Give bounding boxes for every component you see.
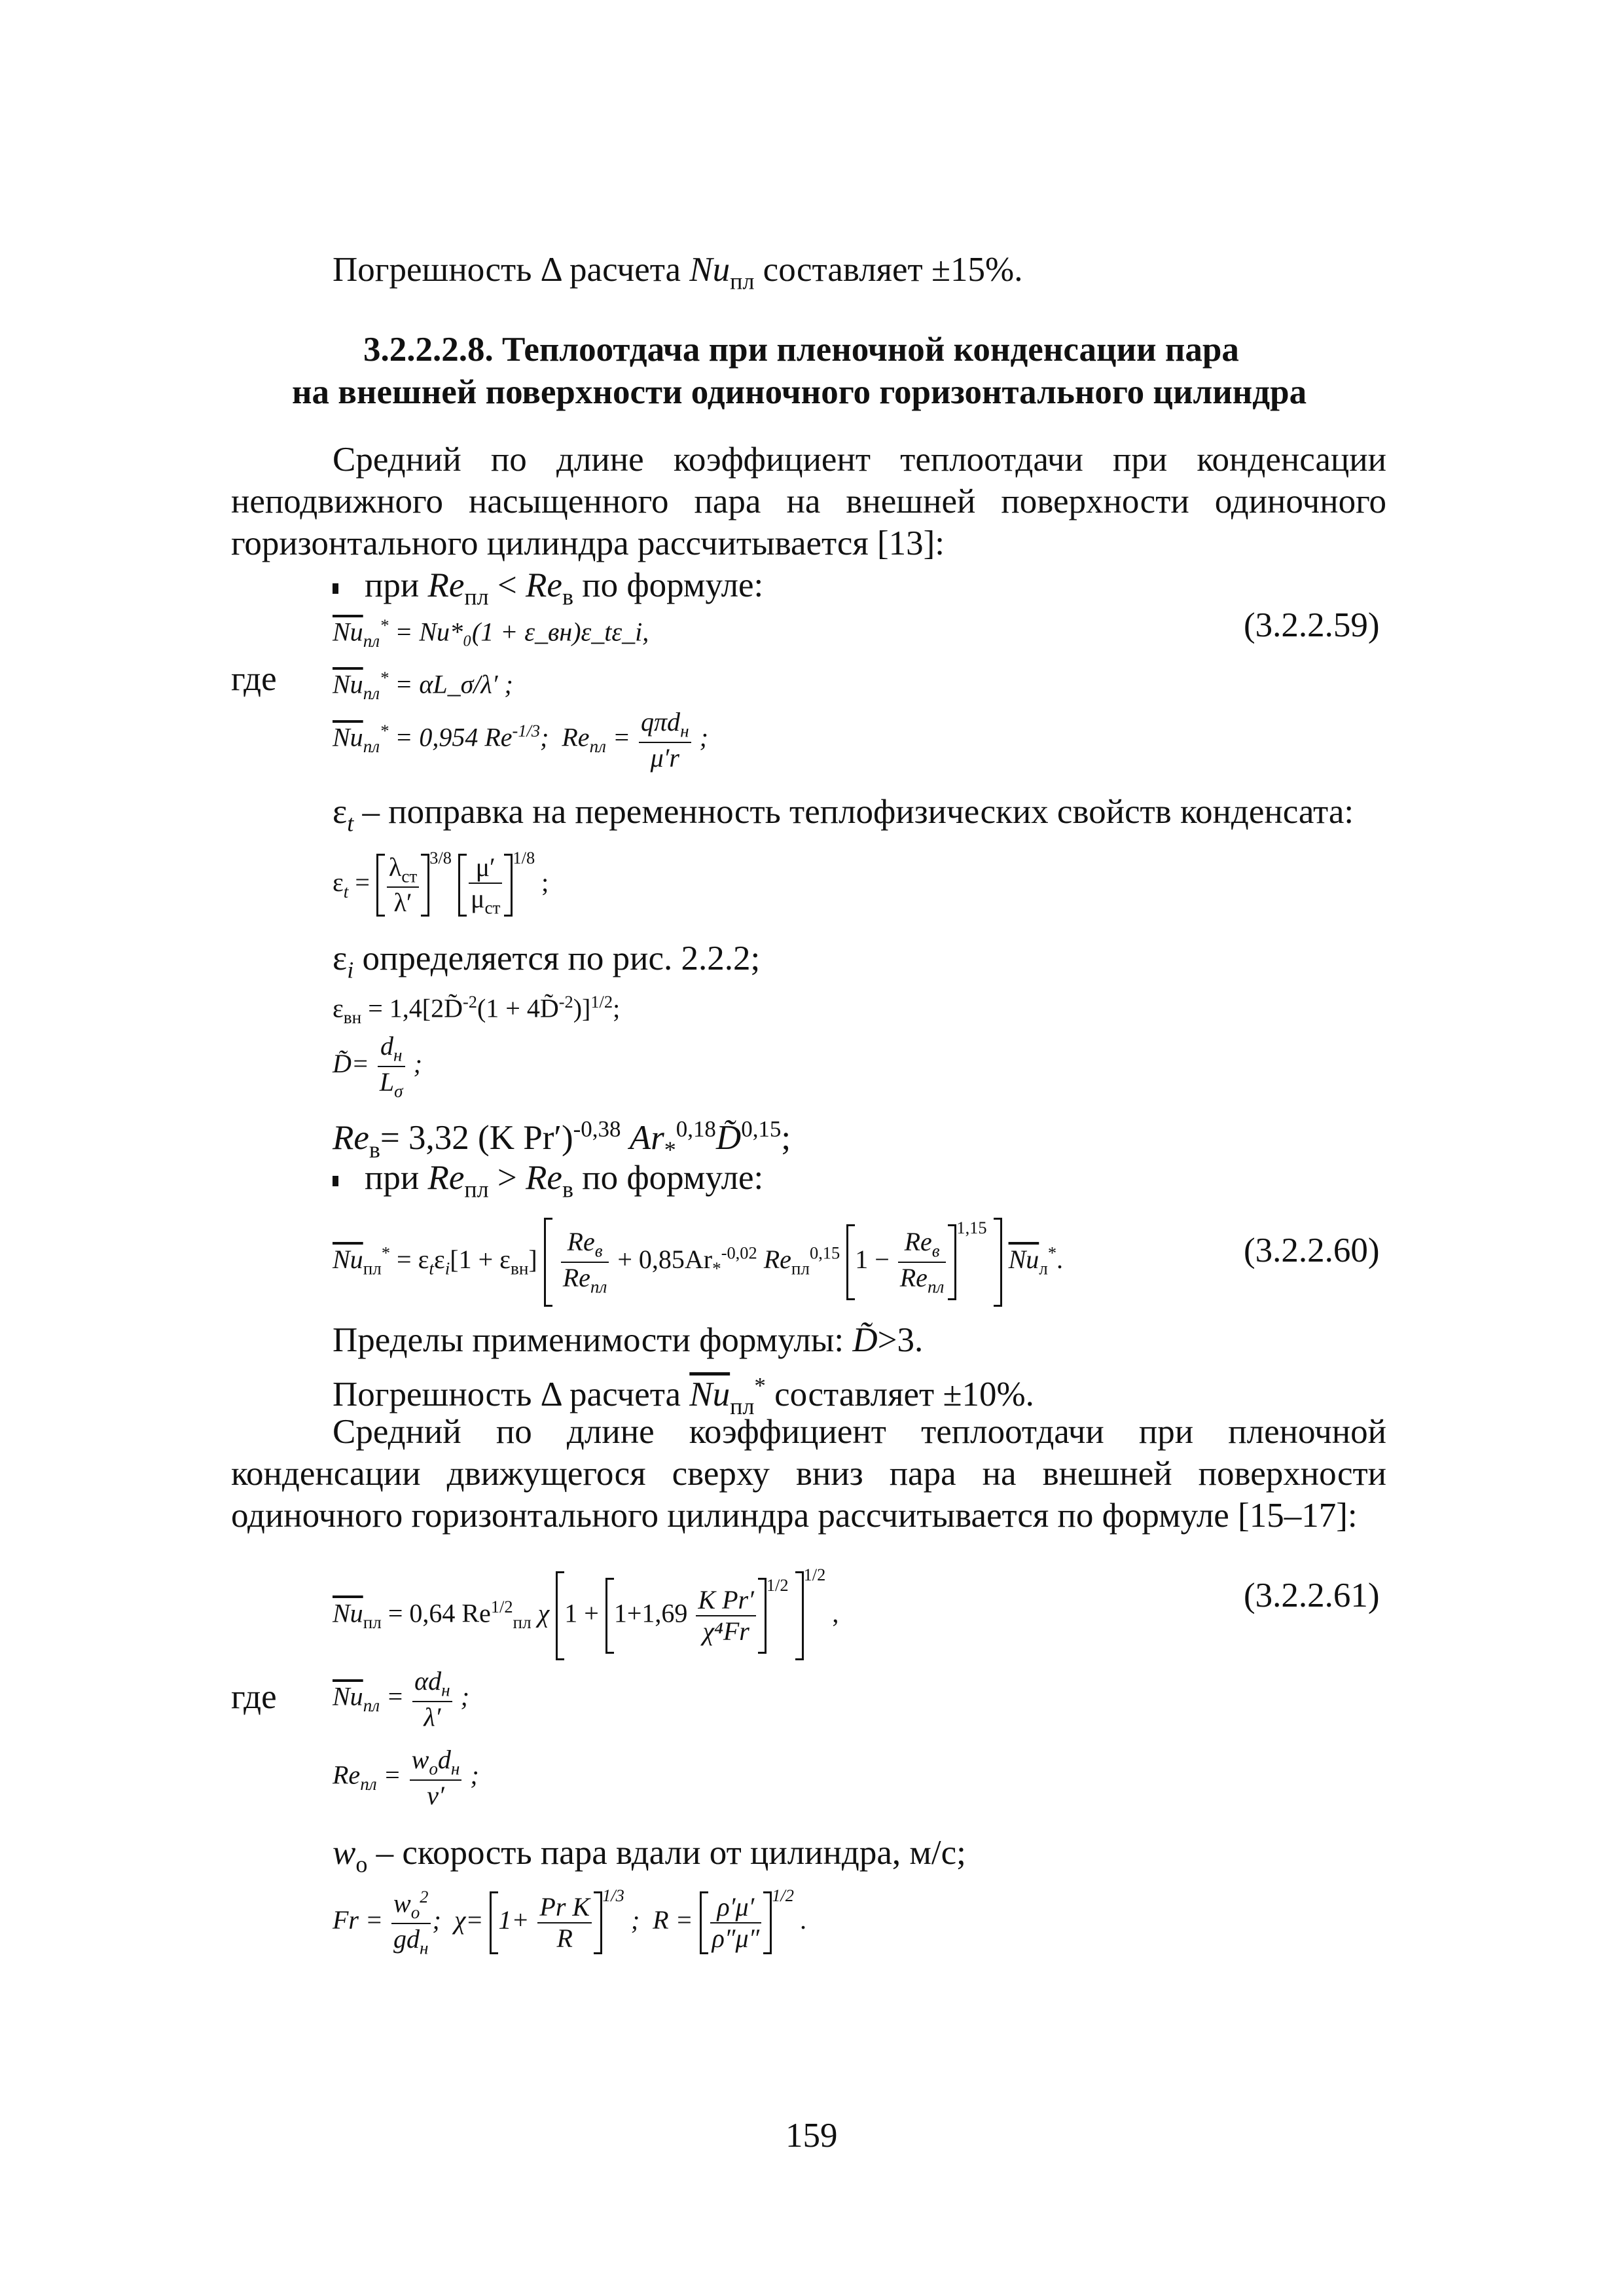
def-re2-num-b: d xyxy=(437,1745,451,1774)
eq61-formula xyxy=(333,1558,839,1660)
eq61-inner-b: 1+1,69 xyxy=(613,1598,688,1628)
def-re-lhs-sub: пл xyxy=(589,737,607,757)
eps-vn-pow-out: 1/2 xyxy=(590,992,613,1011)
chi-a: 1+ xyxy=(498,1905,530,1935)
case1-re-pl-sub: пл xyxy=(464,583,489,610)
fr-num-sup: 2 xyxy=(420,1886,429,1906)
def-re-lhs: Re xyxy=(562,722,590,752)
eq61-number: (3.2.2.61) xyxy=(1244,1576,1380,1614)
limits-text: Пределы применимости формулы: xyxy=(333,1321,853,1359)
eps-vn-pow1: -2 xyxy=(462,992,477,1011)
def-nu-star: $\overline{Nu}_{пл}^*$ = αL_σ/λ′ ; xyxy=(333,668,513,704)
limits-cond: >3. xyxy=(877,1321,924,1359)
eq61-lhs-sub: пл xyxy=(363,1612,382,1632)
eq60-lhs: $\overline{Nu}$ xyxy=(333,1244,363,1274)
error-prefix: Погрешность Δ расчета xyxy=(333,1376,690,1414)
eq60-f1-num-sub: в xyxy=(594,1241,603,1261)
def-nu-lhs: $\overline{Nu}$ xyxy=(333,1681,363,1711)
chi-pow: 1/3 xyxy=(602,1886,624,1905)
eps-t-f1-den: λ′ xyxy=(393,888,412,918)
eq60-re2-sub: пл xyxy=(791,1258,810,1279)
eq61-rhs-sup: 1/2 xyxy=(490,1596,513,1616)
eq61-end: , xyxy=(832,1598,839,1628)
re-v-ar: Ar xyxy=(629,1119,664,1157)
w0-line xyxy=(333,1832,966,1886)
w0-text: – скорость пара вдали от цилиндра, м/с; xyxy=(367,1834,966,1872)
case2-re-v: Re xyxy=(526,1159,562,1197)
right-bracket xyxy=(763,1891,772,1954)
eps-t-f1-num-sub: ст xyxy=(401,866,418,886)
eps-i-line xyxy=(333,938,760,991)
eps-t-formula: $\varepsilon_t$ = $\frac{\lambda_{ст}}{\lambda'}$ $^{3/8}$ $\frac{\mu'}{\mu_{ст}}$ $^{1/8}$ ; xyxy=(333,848,549,918)
re-v-p3: 0,15 xyxy=(741,1116,782,1142)
bullet-icon xyxy=(333,583,338,594)
eps-t-f1-num: λ xyxy=(388,852,402,882)
eq60-tail-sub: л xyxy=(1039,1258,1048,1279)
eps-vn-rhs: = 1,4[2D̃ xyxy=(368,993,463,1023)
eq60-rhs-c-sub: вн xyxy=(510,1258,529,1279)
def-re-num-sub: н xyxy=(680,721,689,741)
eps-t-frac2 xyxy=(469,852,502,919)
def-nu-re: $\overline{Nu}_{пл}^* = 0,954$ $Re^{-1/3}$; $Re_{пл}$ = $\frac{q\pi d_н}{\mu'r}$ ; xyxy=(333,707,708,773)
r-den: ρ″μ″ xyxy=(712,1923,760,1954)
d-end: ; xyxy=(413,1048,422,1078)
eq60-re2: Re xyxy=(763,1244,791,1274)
eq60-lhs-sub: пл xyxy=(363,1258,382,1279)
intro-prefix: Погрешность Δ расчета xyxy=(333,251,690,289)
left-bracket xyxy=(544,1218,552,1307)
eps-i-text: определяется по рис. 2.2.2; xyxy=(353,939,761,977)
sep2: ; xyxy=(630,1905,640,1935)
left-bracket xyxy=(490,1891,498,1954)
eq60-f2-num-sub: в xyxy=(931,1241,940,1261)
eq60-rhs-c-end: ] xyxy=(528,1244,537,1274)
intro-var-sub: пл xyxy=(730,268,755,295)
error-line: Погрешность Δ расчета $\overline{Nu}_{пл}^*$ составляет ±10%. xyxy=(333,1373,1034,1419)
where-label: где xyxy=(231,660,277,698)
def-nu-lhs-sub: пл xyxy=(363,1696,380,1716)
re-v-lhs: Re xyxy=(333,1119,369,1157)
re-v-p1: -0,38 xyxy=(573,1116,621,1142)
right-bracket xyxy=(948,1224,956,1300)
left-bracket xyxy=(376,854,385,917)
error-var: $\overline{Nu}$ xyxy=(689,1376,731,1414)
left-bracket xyxy=(700,1891,708,1954)
case2-re-pl-sub: пл xyxy=(464,1176,489,1203)
eq61-fraction xyxy=(696,1585,755,1647)
eps-t-p1: 3/8 xyxy=(429,848,452,867)
def-re2-num-sub: о xyxy=(429,1758,438,1779)
def-re-fraction xyxy=(639,707,691,773)
paragraph-2: Средний по длине коэффициент теплоотдачи при пленочной конденсации движущегося сверху вниз пара на внешней поверхности одиночного горизонтального цилиндра рассчитывается по формуле [15–17]: xyxy=(231,1413,1386,1535)
case1-re-v: Re xyxy=(526,566,562,604)
def-nu-re-a-sup: -1/3 xyxy=(512,721,541,741)
where2-label: где xyxy=(231,1678,277,1716)
eps-t-end: ; xyxy=(541,867,549,898)
eps-i-sym-sub: i xyxy=(347,957,354,983)
eps-t-sym: ε xyxy=(333,793,348,831)
eps-vn-formula xyxy=(333,985,620,1034)
def-re2-lhs-sub: пл xyxy=(360,1774,377,1795)
case2-op: > xyxy=(488,1159,526,1197)
eq60-end: . xyxy=(1056,1244,1064,1274)
case1-suffix: по формуле: xyxy=(573,566,764,604)
fr-lhs: Fr = xyxy=(333,1905,383,1935)
right-bracket xyxy=(994,1218,1002,1307)
case1-prefix: при xyxy=(365,566,428,604)
section-title-line2: на внешней поверхности одиночного горизонтального цилиндра xyxy=(292,373,1307,411)
intro-var: Nu xyxy=(689,251,731,289)
error-var-sub: пл xyxy=(730,1393,755,1419)
eps-t-text: – поправка на переменность теплофизических свойств конденсата: xyxy=(353,793,1354,831)
eq60-formula: $\overline{Nu}_{пл}^* = \varepsilon_t\varepsilon_i[1 + \varepsilon_{вн}]$ $\frac{Re_в}{Re_{пл}}$ + $0,85Ar_*^{-0,02}$ $Re_{пл}^{0,15}$ 1 − $\frac{Re_в}{Re_{пл}}$ $^{1,15}$ $\overline{Nu}_л^*$. xyxy=(333,1211,1063,1307)
def-nu-re-a-end: ; xyxy=(540,722,549,752)
d-lhs: D̃= xyxy=(333,1048,369,1078)
left-bracket xyxy=(458,854,467,917)
fr-fraction xyxy=(391,1887,431,1959)
left-bracket xyxy=(605,1578,614,1654)
case2-line xyxy=(333,1157,763,1211)
def-re-num: qπd xyxy=(641,707,681,737)
left-bracket xyxy=(846,1224,855,1300)
eq61-num: K Pr′ xyxy=(696,1585,755,1616)
last-formula xyxy=(333,1879,807,1959)
r-pow: 1/2 xyxy=(772,1886,794,1905)
fr-den: gd xyxy=(393,1924,420,1954)
def-nu: $\overline{Nu}_{пл}$ = $\frac{\alpha d_н}{\lambda'}$ ; xyxy=(333,1666,469,1732)
eps-i-sym: ε xyxy=(333,939,348,977)
chi-den: R xyxy=(556,1923,573,1954)
eq60-mid-sub: * xyxy=(712,1258,721,1279)
def-nu-star-rhs: = αL_σ/λ′ ; xyxy=(395,669,513,699)
d-num: d xyxy=(380,1031,393,1061)
eq60-frac1 xyxy=(561,1227,609,1298)
eps-t-lhs-sub: t xyxy=(343,881,349,902)
eps-t-p2: 1/8 xyxy=(513,848,535,867)
eq60-inner-pow: 1,15 xyxy=(956,1218,987,1237)
eq60-mid: + 0,85Ar xyxy=(617,1244,713,1274)
eps-t-line xyxy=(333,791,1354,845)
eps-t-f2-num: μ′ xyxy=(469,852,502,884)
case1-re-v-sub: в xyxy=(562,583,573,610)
eq59-formula: $\overline{Nu}_{пл}^* = Nu*_0(1$ + ε_вн)ε_tε_i, xyxy=(333,615,649,651)
eq61-inner-a: 1 + xyxy=(564,1598,599,1628)
eq60-f2-num: Re xyxy=(904,1226,932,1256)
eq60-frac2 xyxy=(898,1227,947,1298)
def-nu-re-a: = 0,954 Re xyxy=(395,722,513,752)
def-nu-den: λ′ xyxy=(424,1702,441,1732)
eps-t-f2-den: μ xyxy=(471,883,485,913)
right-bracket xyxy=(795,1571,804,1660)
last-end: . xyxy=(800,1905,807,1935)
eq60-rhs-a-sub: t xyxy=(429,1258,434,1279)
eps-t-lhs: ε xyxy=(333,867,344,898)
eps-t-sym-sub: t xyxy=(347,810,354,837)
eps-t-f2-den-sub: ст xyxy=(484,898,501,918)
eq60-rhs-b: ε xyxy=(433,1244,445,1274)
chi-fraction xyxy=(537,1892,592,1954)
eq60-re2-sup: 0,15 xyxy=(810,1243,840,1263)
eq60-f2-den-sub: пл xyxy=(927,1277,945,1297)
right-bracket xyxy=(758,1578,767,1654)
re-v-end: ; xyxy=(781,1119,791,1157)
right-bracket xyxy=(504,854,513,917)
def-re-end: ; xyxy=(699,722,708,752)
right-bracket xyxy=(594,1891,602,1954)
eq61-den: χ⁴Fr xyxy=(702,1616,749,1647)
re-v-p2: 0,18 xyxy=(676,1116,716,1142)
def-nu-end: ; xyxy=(460,1681,469,1711)
eq61-p-out: 1/2 xyxy=(803,1565,826,1584)
sep1: ; xyxy=(432,1905,441,1935)
right-bracket xyxy=(421,854,429,917)
d-den-sub: σ xyxy=(394,1081,403,1101)
def-nu-fraction xyxy=(412,1666,452,1732)
d-formula xyxy=(333,1031,422,1102)
d-den: L xyxy=(379,1066,395,1097)
eps-t-frac1 xyxy=(387,852,419,919)
def-re2-num: w xyxy=(411,1745,429,1774)
eps-vn-rhs2: (1 + 4D̃ xyxy=(477,993,559,1023)
paragraph-1: Средний по длине коэффициент теплоотдачи при конденсации неподвижного насыщенного пара на внешней поверхности одиночного горизонтального цилиндра рассчитывается [13]: xyxy=(231,441,1386,562)
w0-sym-sub: о xyxy=(355,1851,368,1878)
eq59-number: (3.2.2.59) xyxy=(1244,606,1380,644)
fr-num: w xyxy=(393,1888,411,1918)
eq60-tail: $\overline{Nu}$ xyxy=(1008,1244,1039,1274)
page-number: 159 xyxy=(785,2117,838,2155)
eps-vn-pow2: -2 xyxy=(558,992,573,1011)
eq60-number: (3.2.2.60) xyxy=(1244,1231,1380,1269)
def-re2-den: ν′ xyxy=(427,1780,444,1810)
eq59-rhs: = Nu*₀(1 + ε_вн)ε_tε_i, xyxy=(395,617,649,647)
case2-prefix: при xyxy=(365,1159,428,1197)
def-re2-lhs: Re xyxy=(333,1760,361,1790)
def-nu-num-sub: н xyxy=(441,1680,450,1700)
eq60-rhs-a: = ε xyxy=(397,1244,429,1274)
re-v-rhs: = 3,32 (K Pr′) xyxy=(380,1119,573,1157)
case1-re-pl: Re xyxy=(427,566,465,604)
eps-vn-rhs3: )] xyxy=(573,993,591,1023)
def-re-den: μ′r xyxy=(650,742,679,773)
d-fraction xyxy=(378,1031,405,1102)
eq60-rhs-c: [1 + ε xyxy=(450,1244,511,1274)
eq61-rhs: = 0,64 Re xyxy=(388,1598,491,1628)
eq60-f1-den-sub: пл xyxy=(590,1277,607,1297)
fr-num-sub: о xyxy=(410,1903,420,1923)
case1-op: < xyxy=(488,566,526,604)
eq60-f2-den: Re xyxy=(899,1262,928,1292)
eq60-mid-sup: -0,02 xyxy=(721,1243,757,1263)
eq61-chi: χ xyxy=(537,1598,550,1628)
eq61-rhs-sub: пл xyxy=(513,1612,532,1632)
def-re: $Re_{пл}$ = $\frac{w_оd_н}{\nu'}$ ; xyxy=(333,1745,479,1810)
chi-lhs: χ= xyxy=(454,1905,484,1935)
w0-sym: w xyxy=(333,1834,356,1872)
section-title-line1: 3.2.2.2.8. Теплоотдача при пленочной конденсации пара xyxy=(363,331,1239,369)
eq61-p-in: 1/2 xyxy=(766,1575,789,1595)
re-v-d: D̃ xyxy=(715,1119,742,1157)
eq60-f1-num: Re xyxy=(567,1226,595,1256)
eq60-rhs-b-sub: i xyxy=(444,1258,450,1279)
case2-re-v-sub: в xyxy=(562,1176,573,1203)
eq60-f1-den: Re xyxy=(562,1262,590,1292)
d-num-sub: н xyxy=(393,1045,403,1065)
eps-vn-lhs: ε xyxy=(333,993,344,1023)
r-num: ρ′μ′ xyxy=(710,1892,762,1923)
eps-vn-end: ; xyxy=(613,993,621,1023)
def-re2-num-b-sub: н xyxy=(450,1758,460,1779)
re-v-lhs-sub: в xyxy=(369,1136,380,1163)
r-fraction xyxy=(710,1892,762,1954)
eps-vn-lhs-sub: вн xyxy=(343,1008,362,1028)
re-v-ar-sub: * xyxy=(664,1136,676,1163)
limits-d: D̃ xyxy=(852,1321,878,1359)
case2-re-pl: Re xyxy=(427,1159,465,1197)
fr-den-sub: н xyxy=(420,1938,429,1958)
def-re2-end: ; xyxy=(470,1760,479,1790)
def-re2-fraction xyxy=(410,1745,462,1811)
r-lhs: R = xyxy=(653,1905,693,1935)
case2-suffix: по формуле: xyxy=(573,1159,764,1197)
eq61-lhs: $\overline{Nu}$ xyxy=(333,1598,363,1628)
chi-num: Pr K xyxy=(537,1892,592,1923)
def-nu-num: αd xyxy=(414,1666,442,1696)
intro-line xyxy=(333,249,1022,302)
left-bracket xyxy=(556,1571,564,1660)
limits-line xyxy=(333,1319,923,1361)
bullet-icon xyxy=(333,1176,338,1186)
eq60-inner-a: 1 − xyxy=(855,1244,890,1274)
error-suffix: составляет ±10%. xyxy=(765,1376,1034,1414)
intro-suffix: составляет ±15%. xyxy=(754,251,1023,289)
